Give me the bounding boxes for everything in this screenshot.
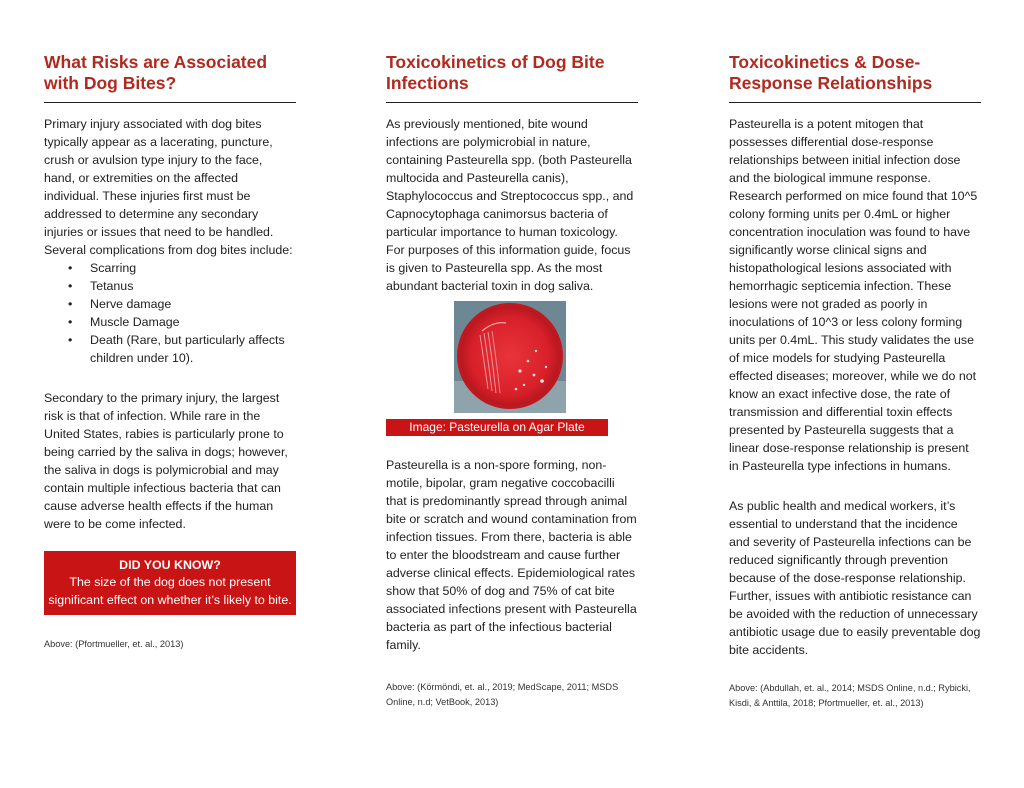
callout-body: The size of the dog does not present significant effect on whether it’s likely to bite. [48, 575, 292, 607]
agar-figure [386, 301, 638, 436]
image-caption: Image: Pasteurella on Agar Plate [386, 419, 608, 436]
heading-infections: Toxicokinetics of Dog Bite Infections [386, 52, 638, 103]
list-item: • Death (Rare, but particularly affects children under 10). [90, 331, 296, 367]
callout-title: DID YOU KNOW? [119, 558, 221, 572]
infections-intro: As previously mentioned, bite wound infections are polymicrobial in nature, containing Pasteurella spp. (both Pasteurella multocida and Pasteurella canis), Staphylococcus and Streptococcus spp., and Capnocytophaga canimorsus bacteria of particular importance to human toxicology. For purposes of this information guide, focus is given to Pasteurella spp. As the most abundant bacterial toxin in dog saliva. [386, 117, 634, 293]
heading-dose-response: Toxicokinetics & Dose-Response Relationships [729, 52, 981, 103]
agar-plate-image [454, 301, 566, 413]
citation-risks: Above: (Pfortmueller, et. al., 2013) [44, 639, 184, 649]
list-item: • Scarring [90, 259, 296, 277]
citation-dose-response: Above: (Abdullah, et. al., 2014; MSDS Online, n.d.; Rybicki, Kisdi, & Anttila, 2018; Pfortmueller, et. al., 2013) [729, 683, 971, 708]
list-item: • Tetanus [90, 277, 296, 295]
dose-response-body-1: Pasteurella is a potent mitogen that possesses differential dose-response relationships between initial infection dose and the biological immune response. Research performed on mice found that 10^5 colony forming units per 0.4mL or higher concentration inoculation was found to have significantly worse clinical signs and histopathological lesions associated with hemorrhagic septicemia infection. These lesions were not graded as poorly in inoculations of 10^3 or less colony forming units per 0.4mL. This study validates the use of mice models for studying Pasteurella effected diseases; moreover, while we do not know an exact infective dose, the rate of transmission and differential toxin effects presented by Pasteurella suggests that a linear dose-response relationship is present in Pasteurella type infections in humans. [729, 117, 978, 473]
infections-body: Pasteurella is a non-spore forming, non-motile, bipolar, gram negative coccobacilli that is predominantly spread through animal bite or scratch and wound contamination from infection tissues. From there, bacteria is able to enter the bloodstream and cause further adverse clinical effects. Epidemiological rates show that 50% of dog and 75% of cat bite associated infections present with Pasteurella bacteria as part of the infectious bacterial family. [386, 458, 637, 652]
heading-risks: What Risks are Associated with Dog Bites? [44, 52, 296, 103]
citation-infections: Above: (Körmöndi, et. al., 2019; MedScape, 2011; MSDS Online, n.d; VetBook, 2013) [386, 682, 619, 707]
risks-secondary: Secondary to the primary injury, the largest risk is that of infection. While rare in the United States, rabies is particularly prone to being carried by the saliva in dogs; however, the saliva in dogs is polymicrobial and may contain multiple infectious bacteria that can cause adverse health effects if the human were to be come infected. [44, 391, 288, 531]
did-you-know-callout [44, 551, 296, 615]
column-dose-response [729, 52, 981, 711]
column-infections [386, 52, 638, 710]
list-item: • Muscle Damage [90, 313, 296, 331]
column-risks [44, 52, 296, 652]
dose-response-body-2: As public health and medical workers, it’s essential to understand that the incidence and severity of Pasteurella infections can be reduced significantly through prevention because of the dose-response relationship. Further, issues with antibiotic resistance can be avoided with the reduction of unnecessary antibiotic usage due to easily preventable dog bite accidents. [729, 499, 981, 657]
complications-list [44, 259, 296, 367]
risks-intro: Primary injury associated with dog bites typically appear as a lacerating, puncture, crush or avulsion type injury to the face, hand, or extremities on the affected individual. These injuries first must be addressed to determine any secondary injuries or issues that need to be handled. Several complications from dog bites include: [44, 117, 293, 257]
list-item: • Nerve damage [90, 295, 296, 313]
